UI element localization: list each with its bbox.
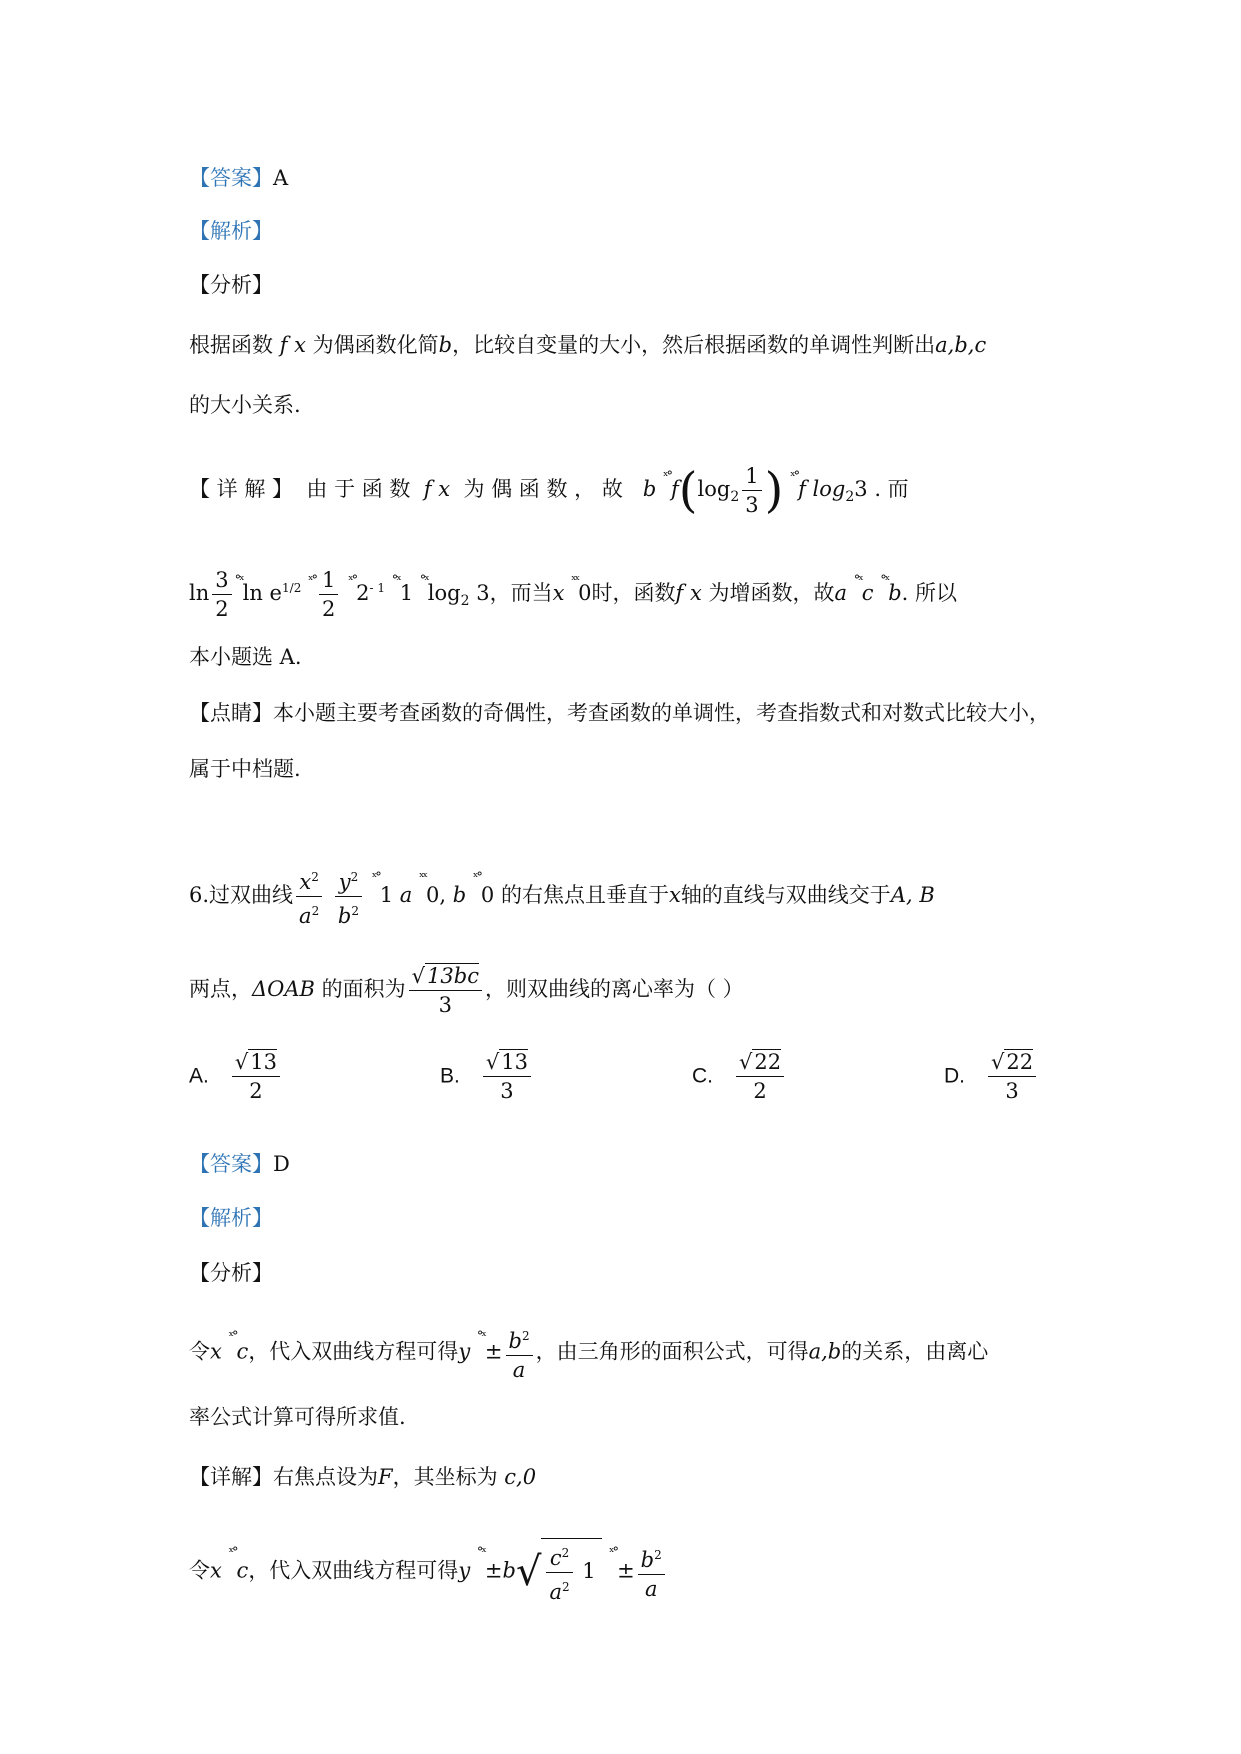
xiangjie-tag: 【 详 解 】 xyxy=(189,477,294,501)
log: log xyxy=(697,477,731,501)
answer-value: D xyxy=(273,1152,290,1176)
option-b-value: $\frac{√13}{3}$ xyxy=(483,1048,531,1105)
text: 根据函数 xyxy=(189,333,273,357)
text: 为 偶 函 数 ， 故 xyxy=(463,477,623,501)
xiangjie2-line1: 【详解】右焦点设为F，其坐标为 c,0 xyxy=(189,1465,537,1489)
text: 为偶函数化简 xyxy=(312,333,439,357)
text: 由 于 函 数 xyxy=(306,477,411,501)
fraction: $\frac{1}{2}$ xyxy=(319,566,338,623)
option-b[interactable]: B. $\frac{√13}{3}$ xyxy=(440,1048,534,1105)
xiangjie2-line2: 令x $^{ˣ^\circ}$c，代入双曲线方程可得y $^{^\circ ˣ}$±b√ $\frac{c^2}{a^2}$ 1 $^{ˣ^\circ}$± $\frac{b^2}{a}$ xyxy=(189,1538,1059,1606)
text: . 而 xyxy=(874,477,909,501)
fraction-area: $\frac{√13bc}{3}$ xyxy=(409,962,482,1019)
math-b: b xyxy=(642,477,657,501)
math-b: b xyxy=(438,333,453,357)
text: ，比较自变量的大小，然后根据函数的单调性判断出 xyxy=(452,333,936,357)
fenxi2-line2: 率公式计算可得所求值. xyxy=(189,1405,406,1429)
answer-line-2 xyxy=(189,1149,1059,1179)
answer-tag: 【答案】 xyxy=(189,166,273,190)
option-c-value: $\frac{√22}{2}$ xyxy=(736,1048,784,1105)
jiexi-tag: 【解析】 xyxy=(189,219,273,243)
dianjing-line2: 属于中档题. xyxy=(189,757,301,781)
answer-value: A xyxy=(273,166,289,190)
xiangjie-line2: ln $\frac{3}{2}$ $^{^\circ ˣ}$ln $e^{1/2}$ $^{ˣ^\circ}$ $\frac{1}{2}$ $^{ˣ^\circ}2^{- 1}$ $^{^\circ ˣ}$1 $^{^\circ ˣ}\log_2$ 3，而当x $^{ˣˣ}$0时，函数f x 为增函数，故a $^{^\circ ˣ}$c $^{^\circ ˣ}$b. 所以 xyxy=(189,568,958,621)
option-c[interactable]: C. $\frac{√22}{2}$ xyxy=(692,1048,787,1105)
fraction-x2-a2: $\frac{x^2}{a^2}$ xyxy=(296,863,322,930)
fenxi2-line1: 令x $^{ˣ^\circ}$c，代入双曲线方程可得y $^{^\circ ˣ}$± $\frac{b^2}{a}$ ，由三角形的面积公式，可得a,b的关系，由离心 xyxy=(189,1322,1059,1384)
math-fx: f x xyxy=(279,333,306,357)
xiangjie-line3: 本小题选 A. xyxy=(189,645,302,669)
right-paren: ) xyxy=(764,462,784,519)
answer-line xyxy=(189,163,1059,193)
fraction-b2-a: $\frac{b^2}{a}$ xyxy=(506,1322,533,1384)
option-d-value: $\frac{√22}{3}$ xyxy=(988,1048,1036,1105)
xiangjie-line1: 【 详 解 】 由 于 函 数 f x 为 偶 函 数 ， 故 b $^{ˣ^\circ}f(\log_2$ $\frac{1}{3}$ ) $^{ˣ^\circ}$f $\log_23$ . 而 xyxy=(189,462,909,519)
math-abc: a,b,c xyxy=(935,333,987,357)
question-6-line2: 两点，ΔOAB 的面积为 $\frac{√13bc}{3}$ ，则双曲线的离心率为（ ） xyxy=(189,964,744,1017)
fenxi-tag: 【分析】 xyxy=(189,273,273,297)
fraction-y2-b2: $\frac{y^2}{b^2}$ xyxy=(335,863,362,930)
question-6-line1: 6.过双曲线 $\frac{x^2}{a^2}$ $\frac{y^2}{b^2}$ $^{ˣ^\circ}$1 a $^{ˣˣ}$0, b $^{ˣ^\circ}$0 的右焦点且垂直于x轴的直线与双曲线交于A, B xyxy=(189,863,1059,930)
option-a[interactable]: A. $\frac{√13}{2}$ xyxy=(189,1048,283,1105)
answer-tag: 【答案】 xyxy=(189,1152,273,1176)
option-a-value: $\frac{√13}{2}$ xyxy=(232,1048,280,1105)
xiangjie-tag: 【详解】 xyxy=(189,1465,273,1489)
fraction-b2-a: $\frac{b^2}{a}$ xyxy=(638,1541,665,1603)
fenxi-paragraph-line2: 的大小关系. xyxy=(189,393,301,417)
fenxi-paragraph-line1 xyxy=(189,330,1059,360)
dianjing-line1: 【点睛】本小题主要考查函数的奇偶性，考查函数的单调性，考查指数式和对数式比较大小， xyxy=(189,701,1050,725)
left-paren: ( xyxy=(678,462,698,519)
option-d[interactable]: D. $\frac{√22}{3}$ xyxy=(944,1048,1039,1105)
jiexi-tag-2: 【解析】 xyxy=(189,1206,273,1230)
subscript: 2 xyxy=(730,489,740,506)
dianjing-tag: 【点睛】 xyxy=(189,701,273,725)
math-fx: f x xyxy=(423,477,451,501)
fraction: $\frac{1}{3}$ xyxy=(742,462,761,519)
fenxi-tag-2: 【分析】 xyxy=(189,1261,273,1285)
fraction-c2-a2: $\frac{c^2}{a^2}$ xyxy=(546,1539,572,1606)
fraction: $\frac{3}{2}$ xyxy=(212,566,231,623)
math-flog: f log xyxy=(798,477,846,501)
